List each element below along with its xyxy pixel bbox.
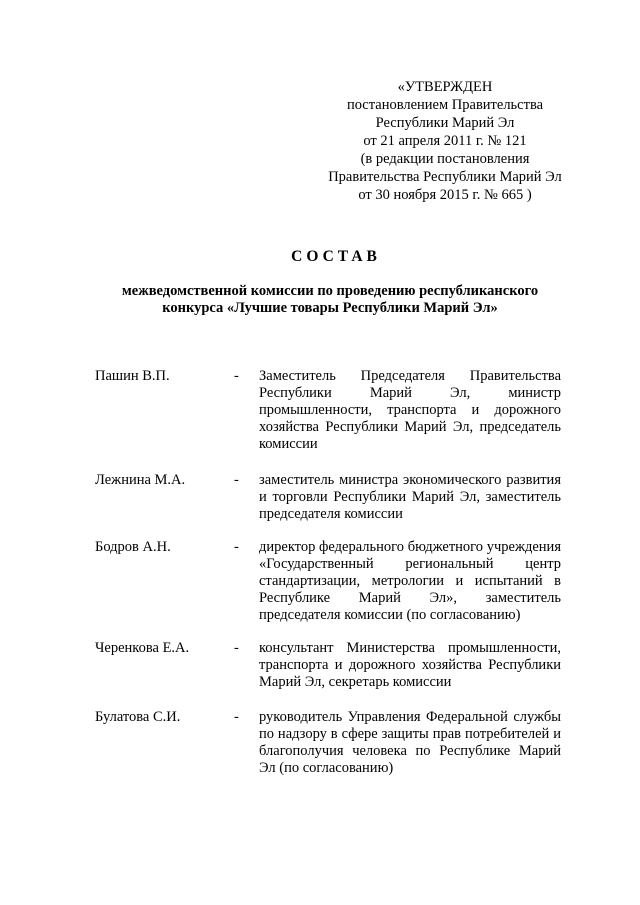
subtitle-line: конкурса «Лучшие товары Республики Марий Эл» (162, 300, 498, 316)
member-dash: - (234, 539, 239, 555)
approval-line: от 30 ноября 2015 г. № 665 ) (358, 187, 532, 203)
approval-line: Правительства Республики Марий Эл (328, 169, 562, 185)
member-entry (0, 539, 640, 624)
member-dash: - (234, 368, 239, 384)
member-role: Заместитель Председателя Правительства Республики Марий Эл, министр промышленности, транспорта и дорожного хозяйства Республики Марий Эл, председатель комиссии (259, 368, 561, 452)
document-subtitle (80, 283, 580, 317)
member-role: консультант Министерства промышленности, транспорта и дорожного хозяйства Республики Марий Эл, секретарь комиссии (259, 640, 561, 690)
member-dash: - (234, 709, 239, 725)
member-role: директор федерального бюджетного учреждения «Государственный региональный центр стандартизации, метрологии и испытаний в Республике Марий Эл», заместитель председателя комиссии (по согласованию) (259, 539, 561, 623)
member-name: Бодров А.Н. (95, 539, 171, 555)
member-name: Черенкова Е.А. (95, 640, 190, 656)
member-entry (0, 368, 640, 453)
approval-line: (в редакции постановления (360, 151, 530, 167)
member-entry (0, 709, 640, 777)
approval-line: от 21 апреля 2011 г. № 121 (363, 133, 527, 149)
member-name: Булатова С.И. (95, 709, 181, 725)
member-role: заместитель министра экономического развития и торговли Республики Марий Эл, заместитель председателя комиссии (259, 472, 561, 522)
approval-line: постановлением Правительства (346, 97, 544, 113)
member-entry (0, 472, 640, 523)
members-list (0, 368, 640, 777)
approval-line: «УТВЕРЖДЕН (397, 79, 493, 95)
member-entry (0, 640, 640, 691)
member-dash: - (234, 640, 239, 656)
document-title: СОСТАВ (291, 248, 381, 265)
member-name: Лежнина М.А. (95, 472, 186, 488)
approval-line: Республики Марий Эл (375, 115, 515, 131)
member-name: Пашин В.П. (95, 368, 170, 384)
approval-block (320, 78, 570, 204)
subtitle-line: межведомственной комиссии по проведению республиканского (121, 283, 539, 299)
member-dash: - (234, 472, 239, 488)
member-role: руководитель Управления Федеральной службы по надзору в сфере защиты прав потребителей и благополучия человека по Республике Марий Эл (по согласованию) (259, 709, 561, 776)
